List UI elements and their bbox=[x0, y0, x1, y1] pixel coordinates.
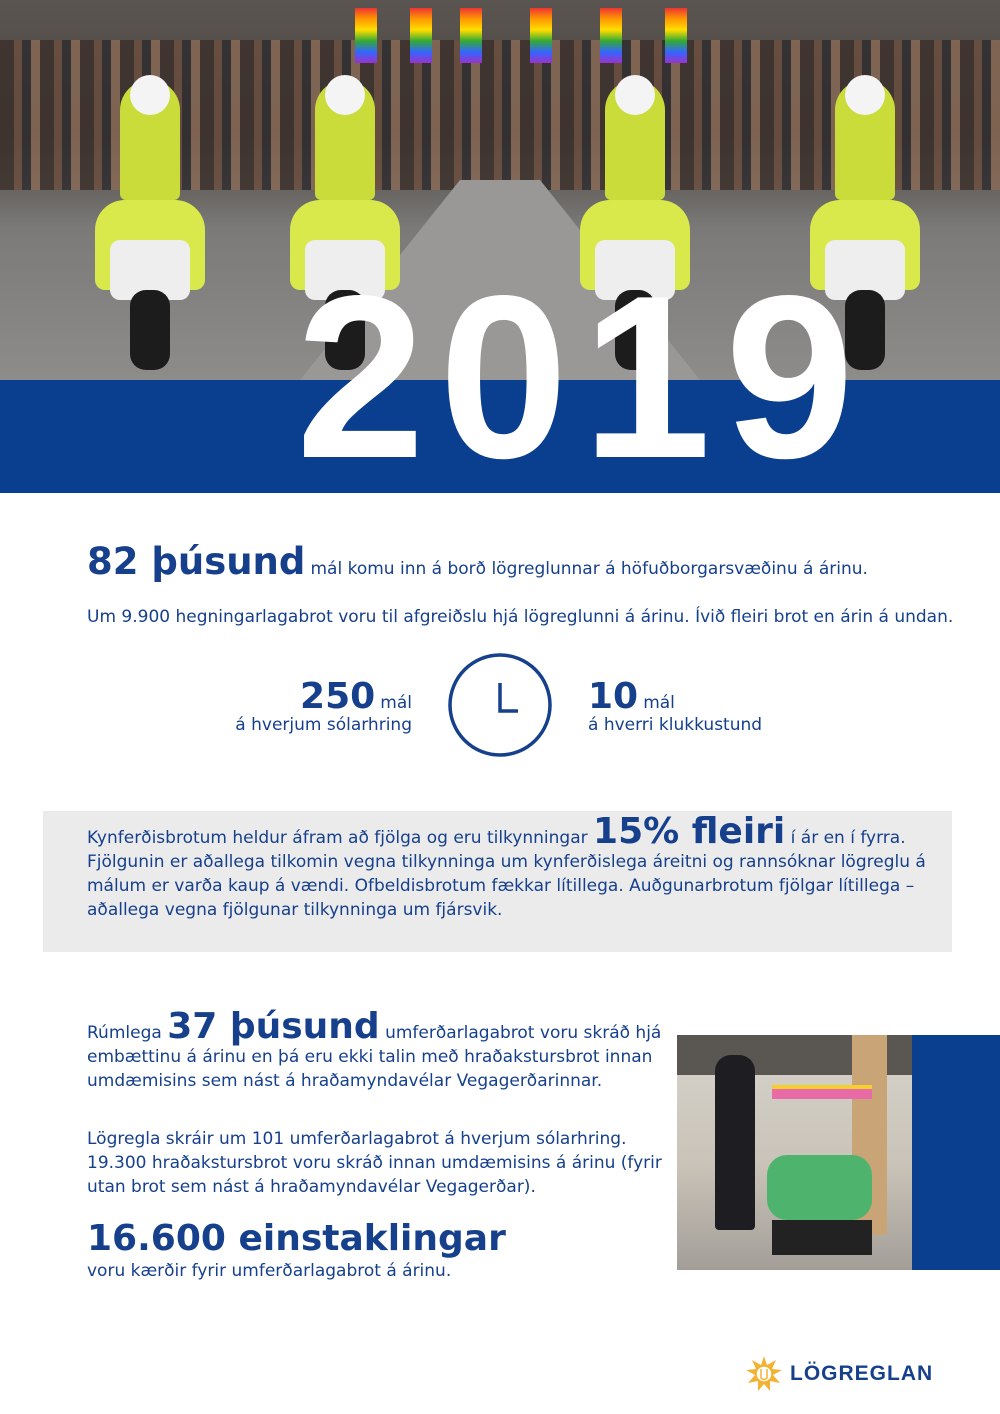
stat-label: á hverjum sólarhring bbox=[235, 715, 412, 735]
kiddie-ride-base bbox=[772, 1220, 872, 1255]
traffic-highlight: 37 þúsund bbox=[167, 1006, 380, 1047]
stat-number: 250 bbox=[300, 676, 376, 717]
traffic-paragraph-2: Lögregla skráir um 101 umferðarlagabrot á hverjum sólarhring. 19.300 hraðakstursbrot voru skráð innan umdæmisins á árinu (fyrir utan brot sem nást á hraðamyndavélar Vegagerðar). bbox=[87, 1129, 662, 1197]
police-star-icon bbox=[746, 1356, 782, 1392]
blue-accent-block bbox=[912, 1035, 1000, 1270]
rainbow-flag bbox=[530, 8, 552, 63]
sexual-offences-text bbox=[87, 811, 947, 922]
stat-per-hour bbox=[588, 676, 762, 735]
individuals-highlight: 16.600 einstaklingar bbox=[87, 1218, 506, 1259]
stat-unit: mál bbox=[380, 693, 412, 713]
penal-code-text: Um 9.900 hegningarlagabrot voru til afgreiðslu hjá lögreglunni á árinu. Ívið fleiri brot en árin á undan. bbox=[87, 607, 954, 627]
text-before: Rúmlega bbox=[87, 1023, 162, 1043]
police-officer bbox=[715, 1055, 755, 1230]
rainbow-flag bbox=[355, 8, 377, 63]
year-title: 2019 bbox=[296, 248, 869, 507]
kiddie-ride-roof bbox=[772, 1085, 872, 1099]
traffic-offences-text bbox=[87, 1006, 667, 1093]
text-after: í ár en í fyrra. Fjölgunin er aðallega tilkomin vegna tilkynninga um kynferðislega áreitni og rannsóknar lögreglu á málum er varða kaup á vændi. Ofbeldisbrotum fækkar lítillega. Auðgunarbrotum fjölgar lítillega – aðallega vegna fjölgunar tilkynninga um fjársvik. bbox=[87, 828, 926, 920]
kiddie-ride-car bbox=[767, 1155, 872, 1220]
total-cases-highlight: 82 þúsund bbox=[87, 540, 306, 583]
rainbow-flag bbox=[600, 8, 622, 63]
text-before: Kynferðisbrotum heldur áfram að fjölga og eru tilkynningar bbox=[87, 828, 588, 848]
total-cases bbox=[87, 540, 868, 583]
individuals-text: voru kærðir fyrir umferðarlagabrot á árinu. bbox=[87, 1261, 452, 1281]
text-after: umferðarlagabrot voru skráð hjá embættinu á árinu en þá eru ekki talin með hraðakstursbrot innan umdæmisins sem nást á hraðamyndavélar Vegagerðarinnar. bbox=[87, 1023, 662, 1091]
highlight-percent: 15% fleiri bbox=[593, 811, 786, 852]
rainbow-flag bbox=[460, 8, 482, 63]
stat-per-day bbox=[235, 676, 412, 735]
photo-police-officer-kiddie-ride bbox=[677, 1035, 912, 1270]
clock-icon bbox=[448, 653, 552, 757]
logo bbox=[746, 1356, 933, 1392]
rainbow-flag bbox=[410, 8, 432, 63]
police-motorcycle bbox=[75, 180, 225, 370]
logo-text: LÖGREGLAN bbox=[790, 1362, 934, 1385]
rainbow-flag bbox=[665, 8, 687, 63]
stat-label: á hverri klukkustund bbox=[588, 715, 763, 735]
stat-number: 10 bbox=[588, 676, 639, 717]
stat-unit: mál bbox=[643, 693, 675, 713]
total-cases-text: mál komu inn á borð lögreglunnar á höfuðborgarsvæðinu á árinu. bbox=[310, 559, 868, 579]
